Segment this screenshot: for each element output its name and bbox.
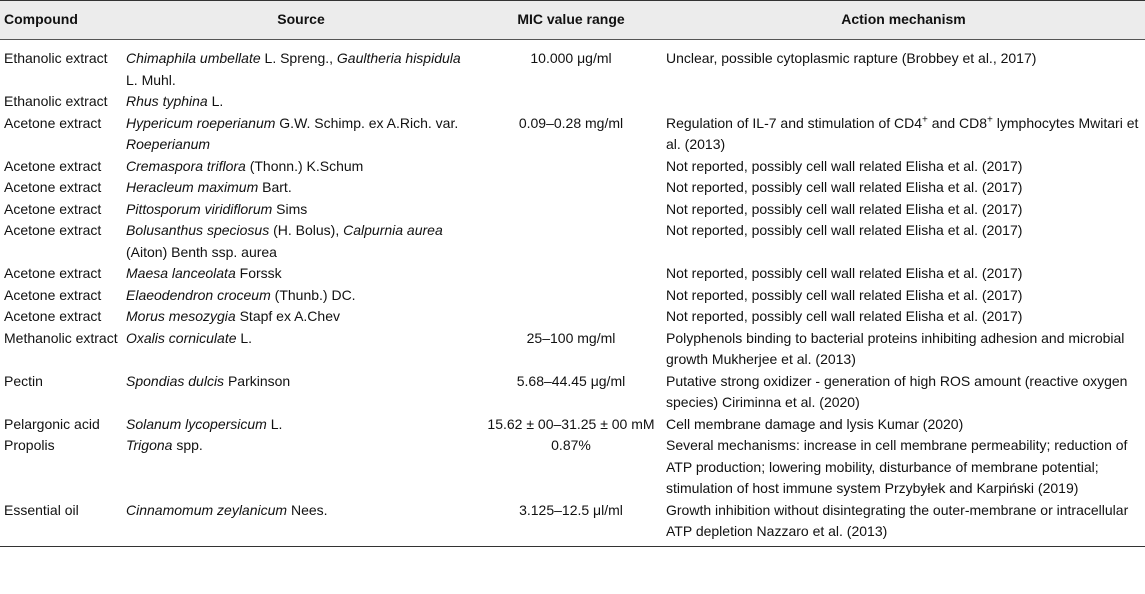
cell-mic xyxy=(480,177,662,199)
table-row xyxy=(0,156,1145,178)
table-row xyxy=(0,414,1145,436)
cell-mechanism: Growth inhibition without disintegrating the outer-membrane or intracellular ATP depletion Nazzaro et al. (2013) xyxy=(662,500,1145,547)
cell-source: Oxalis corniculate L. xyxy=(126,329,253,346)
cell-mechanism: Polyphenols binding to bacterial proteins inhibiting adhesion and microbial growth Mukherjee et al. (2013) xyxy=(666,329,1125,367)
cell-mic xyxy=(480,306,662,328)
cell-mic: 25–100 mg/ml xyxy=(526,329,616,346)
cell-compound: Ethanolic extract xyxy=(4,50,108,66)
cell-compound: Acetone extract xyxy=(4,200,102,217)
table-row xyxy=(0,371,1145,414)
cell-compound: Ethanolic extract xyxy=(4,93,108,109)
cell-mechanism: Not reported, possibly cell wall related Elisha et al. (2017) xyxy=(666,286,1023,303)
table-row xyxy=(0,328,1145,371)
cell-compound: Acetone extract xyxy=(4,179,102,195)
table-row xyxy=(0,306,1145,328)
header-mechanism: Action mechanism xyxy=(662,1,1145,40)
cell-compound: Acetone extract xyxy=(4,157,102,174)
cell-source: Cinnamomum zeylanicum Nees. xyxy=(122,500,480,547)
header-compound: Compound xyxy=(0,1,122,40)
cell-source: Morus mesozygia Stapf ex A.Chev xyxy=(126,308,340,324)
header-mic: MIC value range xyxy=(480,1,662,40)
cell-mechanism: Not reported, possibly cell wall related Elisha et al. (2017) xyxy=(666,265,1023,281)
table-row xyxy=(0,91,1145,113)
cell-compound: Pelargonic acid xyxy=(4,415,100,432)
cell-mic: 15.62 ± 00–31.25 ± 00 mM xyxy=(487,415,655,432)
table-row xyxy=(0,435,1145,500)
cell-mechanism: Putative strong oxidizer - generation of high ROS amount (reactive oxygen species) Ciriminna et al. (2020) xyxy=(666,372,1128,410)
cell-mechanism: Unclear, possible cytoplasmic rapture (Brobbey et al., 2017) xyxy=(666,50,1037,66)
cell-compound: Pectin xyxy=(4,372,43,389)
cell-source: Spondias dulcis Parkinson xyxy=(126,372,291,389)
table-row xyxy=(0,199,1145,221)
cell-mic xyxy=(480,199,662,221)
cell-source: Bolusanthus speciosus (H. Bolus), Calpurnia aurea (Aiton) Benth ssp. aurea xyxy=(126,222,443,260)
cell-compound: Propolis xyxy=(4,437,55,453)
header-source: Source xyxy=(122,1,480,40)
cell-source: Elaeodendron croceum (Thunb.) DC. xyxy=(126,286,356,303)
cell-source: Maesa lanceolata Forssk xyxy=(126,265,282,281)
cell-mic xyxy=(480,285,662,307)
cell-source: Rhus typhina L. xyxy=(126,93,224,109)
cell-source: Trigona spp. xyxy=(126,437,203,453)
cell-mic: 0.87% xyxy=(551,437,591,453)
cell-compound: Acetone extract xyxy=(4,114,102,131)
cell-mechanism: Not reported, possibly cell wall related Elisha et al. (2017) xyxy=(666,179,1023,195)
cell-mechanism xyxy=(662,91,1145,113)
cell-compound: Acetone extract xyxy=(4,308,102,324)
cell-mic: 0.09–0.28 mg/ml xyxy=(518,114,624,131)
table-row xyxy=(0,500,1145,547)
table-row xyxy=(0,40,1145,92)
cell-compound: Methanolic extract xyxy=(4,329,118,346)
cell-mechanism: Cell membrane damage and lysis Kumar (2020) xyxy=(666,415,964,432)
cell-source: Chimaphila umbellate L. Spreng., Gaultheria hispidula L. Muhl. xyxy=(126,50,461,88)
cell-mic: 3.125–12.5 μl/ml xyxy=(480,500,662,547)
table-row xyxy=(0,177,1145,199)
cell-compound: Essential oil xyxy=(0,500,122,547)
cell-mechanism: Several mechanisms: increase in cell membrane permeability; reduction of ATP production; lowering mobility, disturbance of membrane potential; stimulation of host immune system Przybyłek and Karpiński (2019) xyxy=(666,437,1128,496)
cell-mechanism: Regulation of IL-7 and stimulation of CD4+ and CD8+ lymphocytes Mwitari et al. (2013) xyxy=(666,113,1139,152)
cell-source: Pittosporum viridiflorum Sims xyxy=(126,200,308,217)
cell-mechanism: Not reported, possibly cell wall related Elisha et al. (2017) xyxy=(666,200,1023,217)
cell-mechanism: Not reported, possibly cell wall related Elisha et al. (2017) xyxy=(666,157,1023,174)
table-row xyxy=(0,113,1145,156)
cell-source: Cremaspora triflora (Thonn.) K.Schum xyxy=(126,157,364,174)
cell-mic xyxy=(480,156,662,178)
cell-mic xyxy=(480,91,662,113)
cell-mic xyxy=(480,220,662,263)
table-body xyxy=(0,40,1145,547)
header-row xyxy=(0,1,1145,40)
cell-compound: Acetone extract xyxy=(4,286,102,303)
table-row xyxy=(0,263,1145,285)
cell-compound: Acetone extract xyxy=(4,265,102,281)
cell-mic: 10.000 μg/ml xyxy=(530,50,612,66)
cell-source: Hypericum roeperianum G.W. Schimp. ex A.Rich. var. Roeperianum xyxy=(126,114,459,152)
cell-mechanism: Not reported, possibly cell wall related Elisha et al. (2017) xyxy=(666,308,1023,324)
cell-mechanism: Not reported, possibly cell wall related Elisha et al. (2017) xyxy=(666,222,1023,238)
cell-mic xyxy=(480,263,662,285)
cell-mic: 5.68–44.45 μg/ml xyxy=(516,372,626,389)
cell-source: Heracleum maximum Bart. xyxy=(126,179,292,195)
table-row xyxy=(0,285,1145,307)
cell-compound: Acetone extract xyxy=(4,222,102,238)
table-row xyxy=(0,220,1145,263)
cell-source: Solanum lycopersicum L. xyxy=(126,415,283,432)
